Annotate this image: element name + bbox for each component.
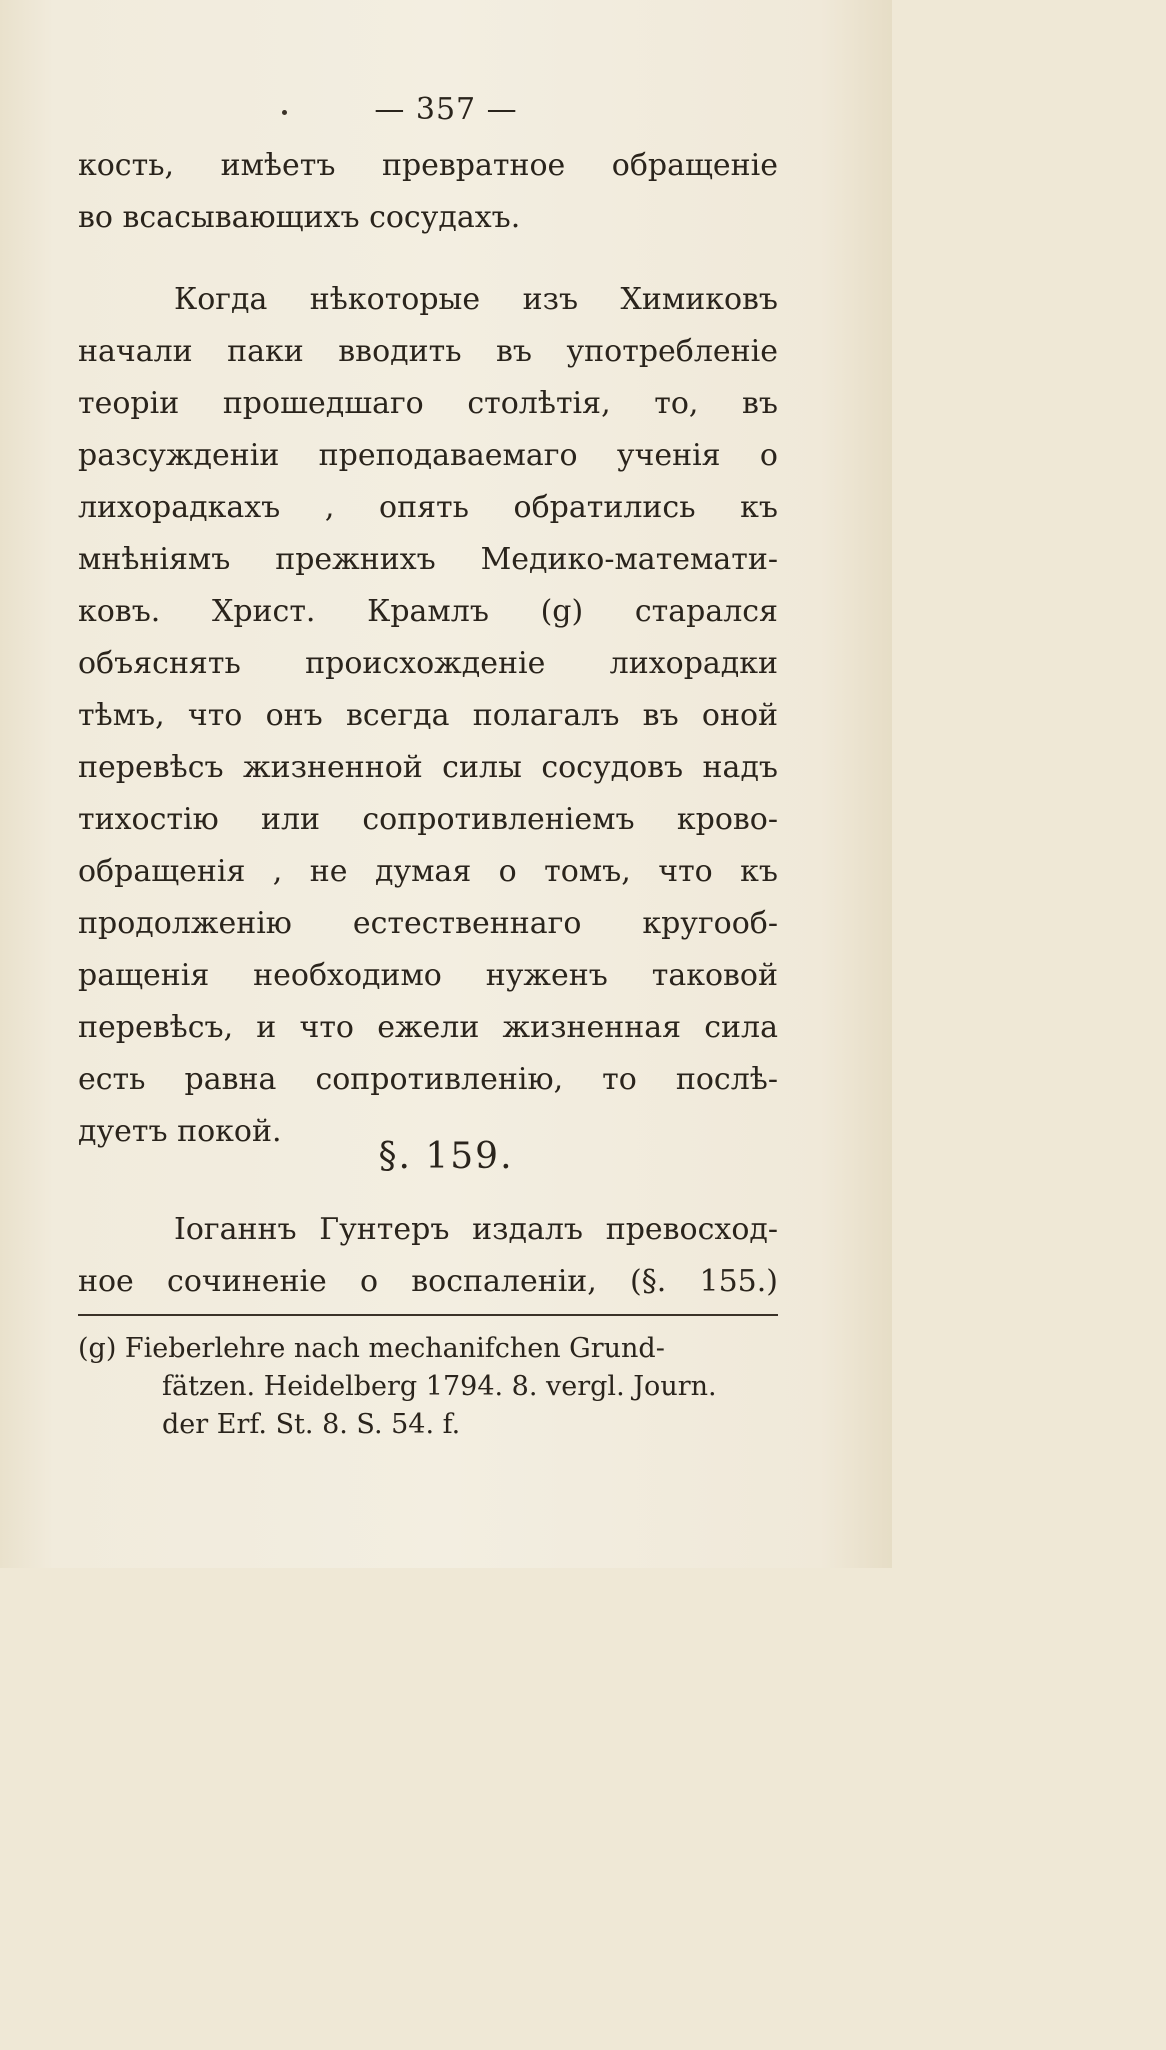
text-line: тѣмъ, что онъ всегда полагалъ въ оной (78, 698, 778, 733)
text-line: дуетъ покой. (78, 1114, 282, 1149)
text-line: мнѣніямъ прежнихъ Медико-математи- (78, 542, 778, 577)
text-line: Когда нѣкоторые изъ Химиковъ (174, 282, 778, 317)
text-line: обращенія , не думая о томъ, что къ (78, 854, 778, 889)
footnote (78, 1330, 778, 1444)
section-text (78, 1204, 778, 1308)
footnote-line: der Erf. St. 8. S. 54. f. (162, 1409, 461, 1440)
text-line: перевѣсъ жизненной силы сосудовъ надъ (78, 750, 778, 785)
main-text (78, 140, 778, 1158)
footnote-line: fätzen. Heidelberg 1794. 8. vergl. Journ. (162, 1371, 717, 1402)
text-line: кость, имѣетъ превратное обращеніе (78, 148, 778, 183)
text-line: продолженію естественнаго кругооб- (78, 906, 778, 941)
text-line: ное сочиненіе о воспаленіи, (§. 155.) (78, 1264, 778, 1299)
section-heading: §. 159. (378, 1136, 514, 1177)
text-line: теоріи прошедшаго столѣтія, то, въ (78, 386, 778, 421)
text-line: перевѣсъ, и что ежели жизненная сила (78, 1010, 778, 1045)
text-line: лихорадкахъ , опять обратились къ (78, 490, 778, 525)
text-line: во всасывающихъ сосудахъ. (78, 200, 521, 235)
text-line: ковъ. Христ. Крамлъ (g) старался (78, 594, 778, 629)
text-line: начали паки вводить въ употребленіе (78, 334, 778, 369)
page-number: — 357 — (374, 92, 518, 127)
text-line: тихостію или сопротивленіемъ крово- (78, 802, 778, 837)
text-line: есть равна сопротивленію, то послѣ- (78, 1062, 778, 1097)
footnote-divider (78, 1314, 778, 1316)
footnote-line: (g) Fieberlehre nach mechanifchen Grund- (78, 1333, 665, 1364)
text-line: разсужденіи преподаваемаго ученія о (78, 438, 778, 473)
text-line: Іоганнъ Гунтеръ издалъ превосход- (174, 1212, 778, 1247)
text-line: ращенія необходимо нуженъ таковой (78, 958, 778, 993)
text-line: объяснять происхожденіе лихорадки (78, 646, 778, 681)
